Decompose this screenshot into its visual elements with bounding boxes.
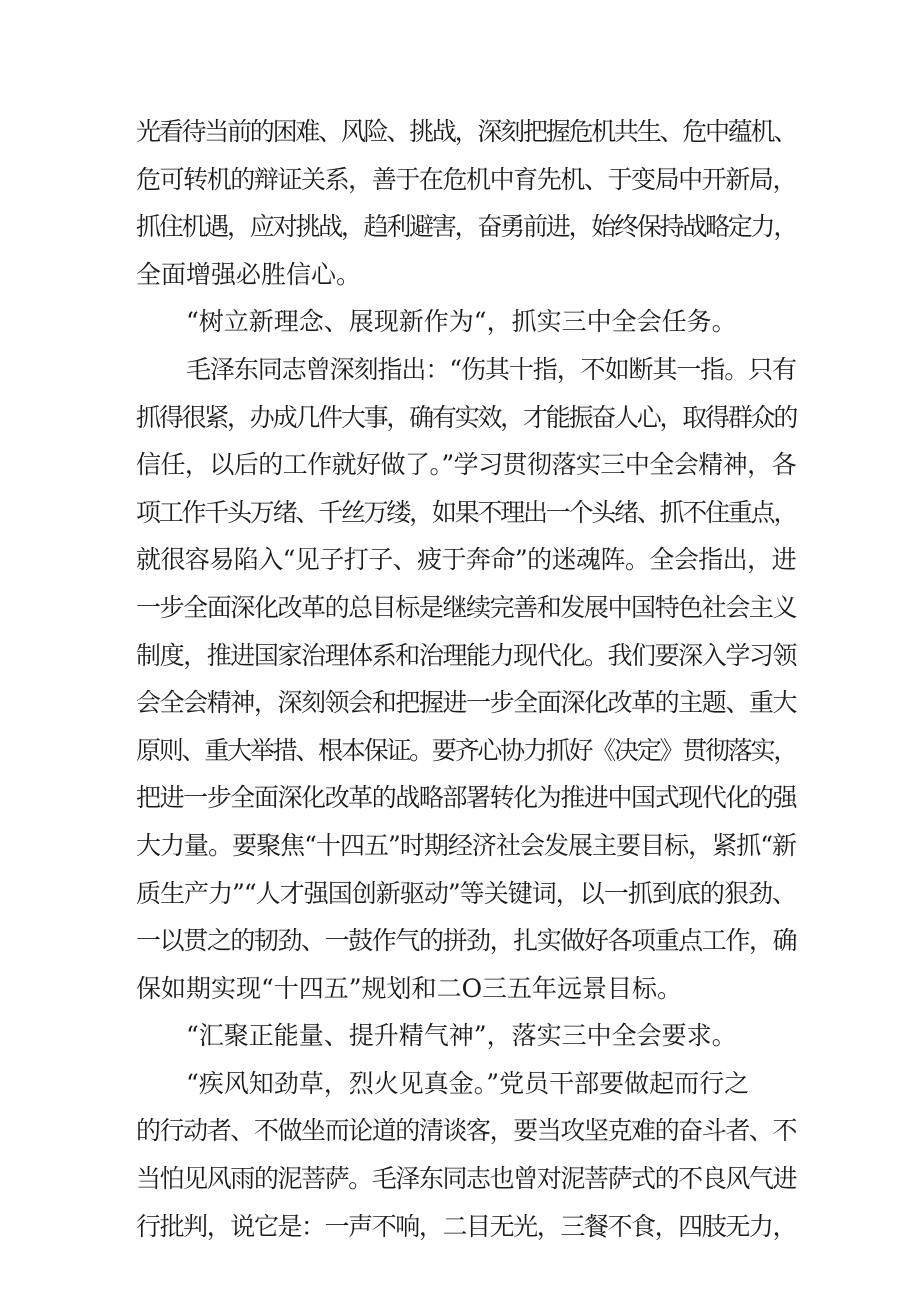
- text-line: 一步全面深化改革的总目标是继续完善和发展中国特色社会主义: [136, 592, 796, 622]
- text-line: 当怕见风雨的泥菩萨。毛泽东同志也曾对泥菩萨式的不良风气进: [136, 1164, 796, 1194]
- text-line: 项工作千头万绪、千丝万缕，如果不理出一个头绪、抓不住重点，: [136, 497, 796, 527]
- document-body: [136, 108, 796, 1250]
- text-line: 抓得很紧，办成几件大事，确有实效，才能振奋人心，取得群众的: [136, 402, 796, 432]
- text-line: 的行动者、不做坐而论道的清谈客，要当攻坚克难的奋斗者、不: [136, 1116, 796, 1146]
- text-line: 光看待当前的困难、风险、挑战，深刻把握危机共生、危中蕴机、: [136, 117, 796, 146]
- text-line: “树立新理念、展现新作为“，抓实三中全会任务。: [186, 307, 737, 337]
- text-line: 就很容易陷入“见子打子、疲于奔命”的迷魂阵。全会指出，进: [136, 545, 796, 575]
- text-line: “疾风知劲草，烈火见真金。”党员干部要做起而行之: [186, 1068, 750, 1098]
- text-line: 质生产力”“人才强国创新驱动”等关键词，以一抓到底的狠劲、: [136, 878, 796, 908]
- text-line: 大力量。要聚焦“十四五”时期经济社会发展主要目标，紧抓“新: [136, 830, 796, 860]
- text-line: 把进一步全面深化改革的战略部署转化为推进中国式现代化的强: [136, 783, 796, 813]
- text-line: 行批判，说它是：一声不响，二目无光，三餐不食，四肢无力，: [136, 1211, 796, 1241]
- text-line: 制度，推进国家治理体系和治理能力现代化。我们要深入学习领: [136, 640, 796, 670]
- text-line: 会全会精神，深刻领会和把握进一步全面深化改革的主题、重大: [136, 688, 796, 718]
- text-line: 原则、重大举措、根本保证。要齐心协力抓好《决定》贯彻落实，: [136, 735, 796, 765]
- text-line: 信任，以后的工作就好做了。”学习贯彻落实三中全会精神，各: [136, 450, 796, 480]
- text-line: 全面增强必胜信心。: [136, 259, 362, 289]
- text-line: 危可转机的辩证关系，善于在危机中育先机、于变局中开新局，: [136, 164, 796, 194]
- text-line: 一以贯之的韧劲、一鼓作气的拼劲，扎实做好各项重点工作，确: [136, 926, 796, 956]
- text-line: 抓住机遇，应对挑战，趋利避害，奋勇前进，始终保持战略定力，: [136, 212, 796, 242]
- text-line: 保如期实现“十四五”规划和二O三五年远景目标。: [136, 973, 683, 1003]
- text-line: 毛泽东同志曾深刻指出：“伤其十指，不如断其一指。只有: [186, 354, 796, 384]
- text-line: “汇聚正能量、提升精气神”，落实三中全会要求。: [186, 1021, 737, 1051]
